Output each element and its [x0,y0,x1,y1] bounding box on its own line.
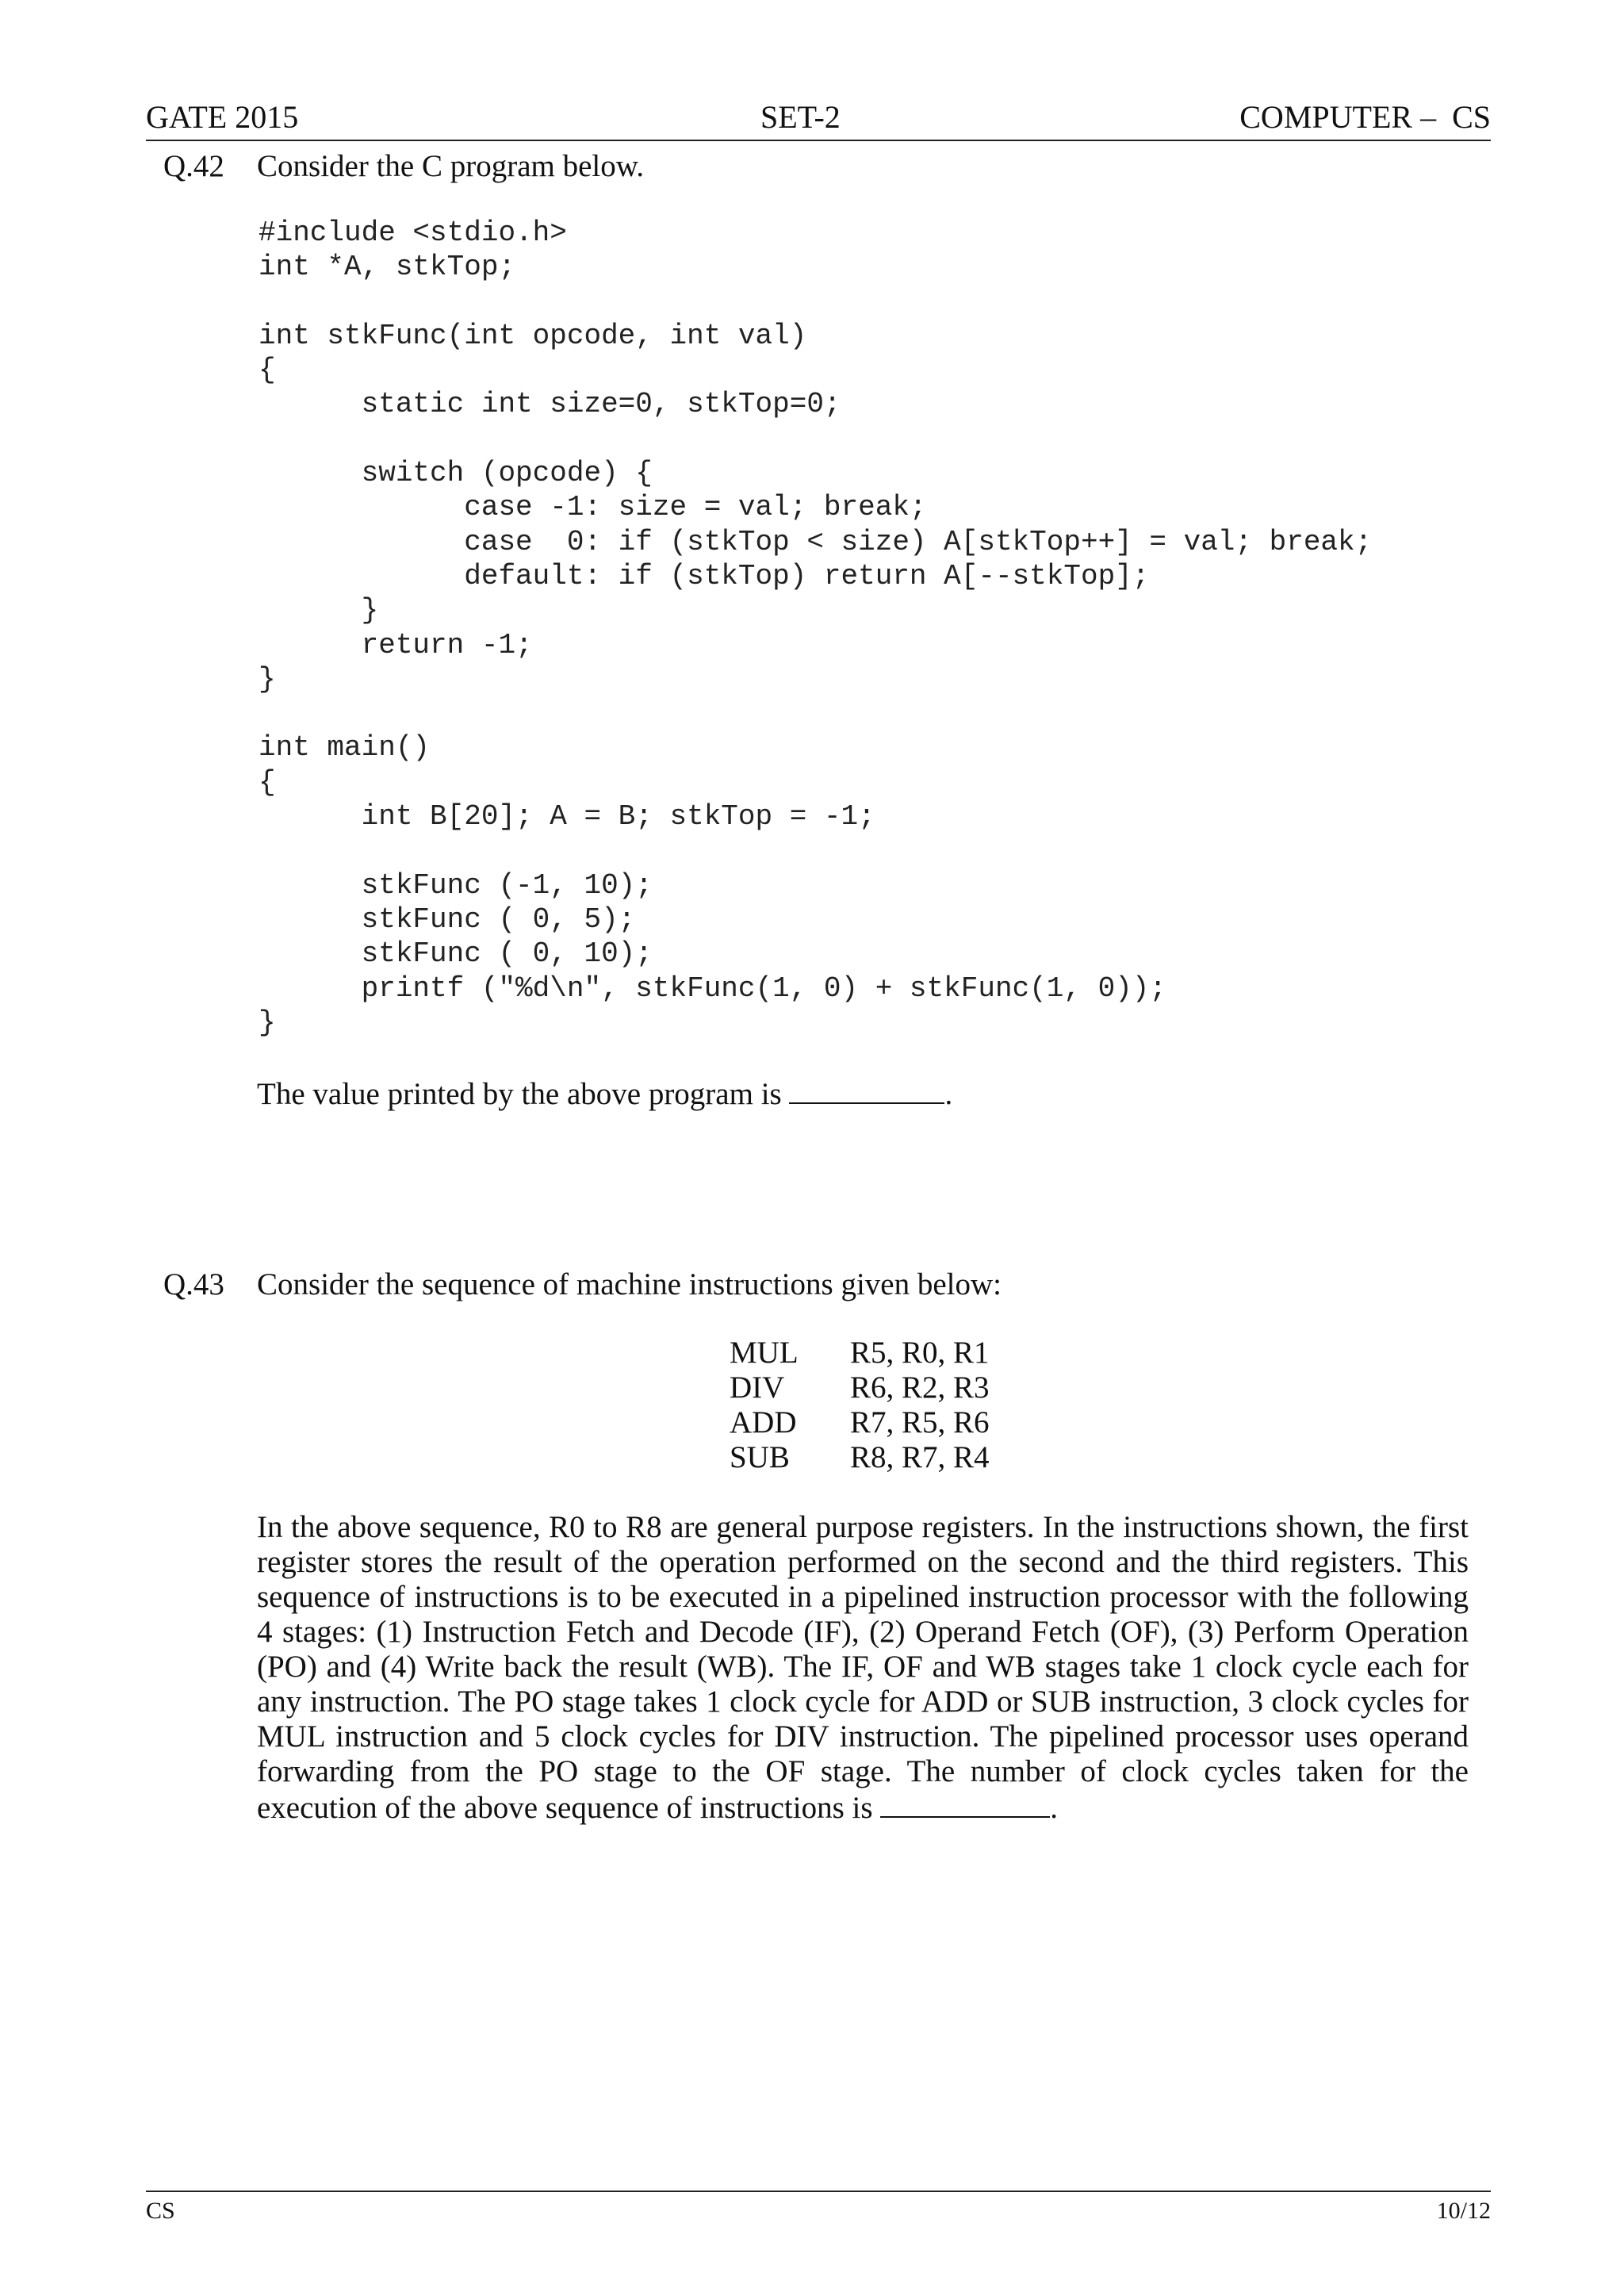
q42-answer-line [257,1075,952,1112]
set-label: SET-2 [760,99,841,135]
q42-number: Q.42 [163,149,224,183]
code-line: { [259,765,276,799]
q42-answer-end: . [944,1077,953,1111]
instruction-opcode: DIV [730,1370,785,1405]
code-line: printf ("%d\n", stkFunc(1, 0) + stkFunc(1, 0)); [259,972,1166,1005]
code-line: } [259,1006,276,1039]
code-line: stkFunc ( 0, 10); [259,937,653,971]
subject-label: COMPUTER – CS [1239,99,1491,135]
footer-subject: CS [146,2198,175,2224]
code-line: int stkFunc(int opcode, int val) [259,319,807,352]
instruction-operands: R7, R5, R6 [850,1405,990,1439]
instruction-row [730,1440,990,1475]
q43-paragraph-end: . [1050,1791,1059,1825]
code-line [259,422,1372,456]
instruction-opcode: MUL [730,1336,799,1370]
instruction-row [730,1336,990,1370]
code-line: { [259,354,276,387]
code-line: case 0: if (stkTop < size) A[stkTop++] = val; break; [259,525,1373,558]
code-line: stkFunc (-1, 10); [259,868,653,902]
q43-paragraph [257,1510,1469,1826]
q42-code-block [259,216,1372,1040]
instruction-opcode: ADD [730,1405,797,1439]
q43-prompt: Consider the sequence of machine instructions given below: [257,1267,1002,1301]
code-line: return -1; [259,628,533,661]
instruction-opcode: SUB [730,1440,790,1474]
instruction-operands: R8, R7, R4 [850,1440,990,1474]
instruction-row [730,1405,990,1440]
instruction-operands: R6, R2, R3 [850,1370,990,1405]
instruction-table [730,1336,990,1475]
q43-paragraph-text: In the above sequence, R0 to R8 are general purpose registers. In the instructions shown, the first register stores the result of the operation performed on the second and the third registers. This sequence of instructions is to be executed in a pipelined instruction processor with the following 4 stages: (1) Instruction Fetch and Decode (IF), (2) Operand Fetch (OF), (3) Perform Operation (PO) and (4) Write back the result (WB). The IF, OF and WB stages take 1 clock cycle each for any instruction. The PO stage takes 1 clock cycle for ADD or SUB instruction, 3 clock cycles for MUL instruction and 5 clock cycles for DIV instruction. The pipelined processor uses operand forwarding from the PO stage to the OF stage. The number of clock cycles taken for the execution of the above sequence of instructions is [257,1510,1469,1825]
footer-rule [146,2191,1491,2192]
code-line [259,285,1372,319]
instruction-row [730,1370,990,1405]
exam-title: GATE 2015 [146,99,299,135]
code-line: static int size=0, stkTop=0; [259,388,841,421]
page-number: 10/12 [1436,2198,1491,2224]
code-line: } [259,594,379,627]
code-line: int B[20]; A = B; stkTop = -1; [259,800,875,834]
code-line: int *A, stkTop; [259,251,516,284]
code-line: } [259,662,276,696]
code-line: default: if (stkTop) return A[--stkTop]; [259,559,1150,592]
code-line: case -1: size = val; break; [259,491,927,524]
q43-number: Q.43 [163,1267,224,1301]
code-line: int main() [259,731,431,765]
q42-answer-text: The value printed by the above program is [257,1077,782,1111]
q42-answer-blank [789,1075,944,1104]
code-line: #include <stdio.h> [259,217,567,249]
code-line: switch (opcode) { [259,457,653,490]
header-rule [146,140,1491,141]
code-line [259,834,1372,868]
code-line [259,696,1372,730]
page-header [146,97,1491,138]
instruction-operands: R5, R0, R1 [850,1336,990,1370]
code-line: stkFunc ( 0, 5); [259,903,636,936]
q42-prompt: Consider the C program below. [257,149,645,183]
q43-answer-blank [880,1789,1050,1818]
